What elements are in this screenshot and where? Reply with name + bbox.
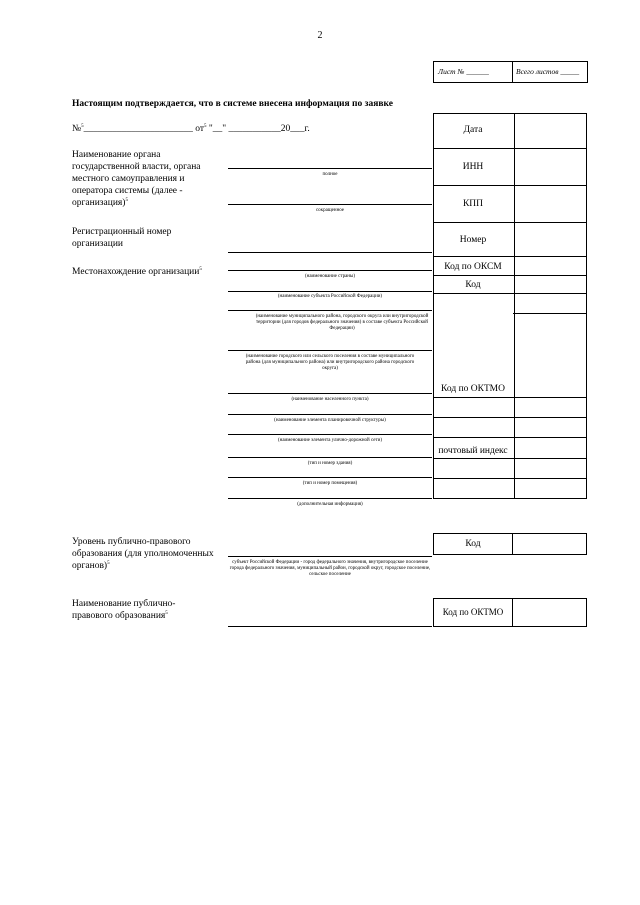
caption-subject: (наименование субъекта Российской Федерации) (277, 294, 383, 299)
cell-postal: почтовый индекс (438, 446, 508, 456)
reg-number-label: Регистрационный номер организации (72, 227, 172, 249)
page-number: 2 (317, 30, 323, 41)
cell-code: Код (465, 280, 481, 290)
application-number-line: №$^5$_______________________ $от^5$ "__" ___________20___г. (72, 123, 310, 134)
caption-room: (тип и номер помещения) (302, 481, 358, 486)
sheet-number-label: Лист № ______ (438, 67, 489, 76)
cell-oktmo: Код по ОКТМО (441, 384, 505, 394)
level-code-box (433, 533, 587, 555)
caption-country: (наименование страны) (304, 274, 355, 279)
caption-building: (тип и номер здания) (307, 461, 353, 466)
caption-short: сокращенное (315, 208, 345, 213)
org-name-label: Наименование органа государственной власти, органа местного самоуправления и оператора системы (далее - организация)$^5$ (72, 150, 201, 208)
location-label: Местонахождение организации$^5$ (72, 266, 202, 277)
level-label: Уровень публично-правового образования (для уполномоченных органов)$^5$ (72, 537, 214, 571)
public-oktmo-box (433, 598, 587, 627)
level-code-label: Код (465, 539, 481, 549)
public-entity-name-label: Наименование публично-правового образования$^5$ (72, 599, 176, 621)
caption-locality: (наименование населенного пункта) (291, 397, 369, 402)
caption-level-options: субъект Российской Федерации - город федерального значения, внутригородское поселение города федерального значения, муниципальный район, городской округ, городское поселение, сельское поселение (229, 560, 431, 577)
cell-inn: ИНН (462, 162, 484, 172)
cell-number: Номер (459, 235, 487, 245)
cell-date: Дата (463, 125, 483, 135)
caption-extra: (дополнительная информация) (297, 502, 363, 507)
caption-full: полное (322, 172, 338, 177)
total-sheets-label: Всего листов _____ (516, 67, 580, 76)
confirmation-heading: Настоящим подтверждается, что в системе внесена информация по заявке (72, 99, 393, 109)
public-oktmo-label: Код по ОКТМО (442, 607, 504, 617)
caption-settlement: (наименование городского или сельского поселения в составе муниципального района (для муниципального района) или внутригородского района городского округа) (245, 354, 415, 371)
caption-planning: (наименование элемента планировочной структуры) (274, 418, 386, 423)
caption-street: (наименование элемента улично-дорожной сети) (278, 438, 382, 443)
cell-oksm: Код по ОКСМ (444, 262, 502, 272)
cell-kpp: КПП (462, 199, 484, 209)
sheet-box (433, 61, 588, 83)
caption-district: (наименование муниципального района, городского округа или внутригородской территории (для городов федерального значения) в составе субъекта Российской Федерации) (255, 314, 429, 331)
